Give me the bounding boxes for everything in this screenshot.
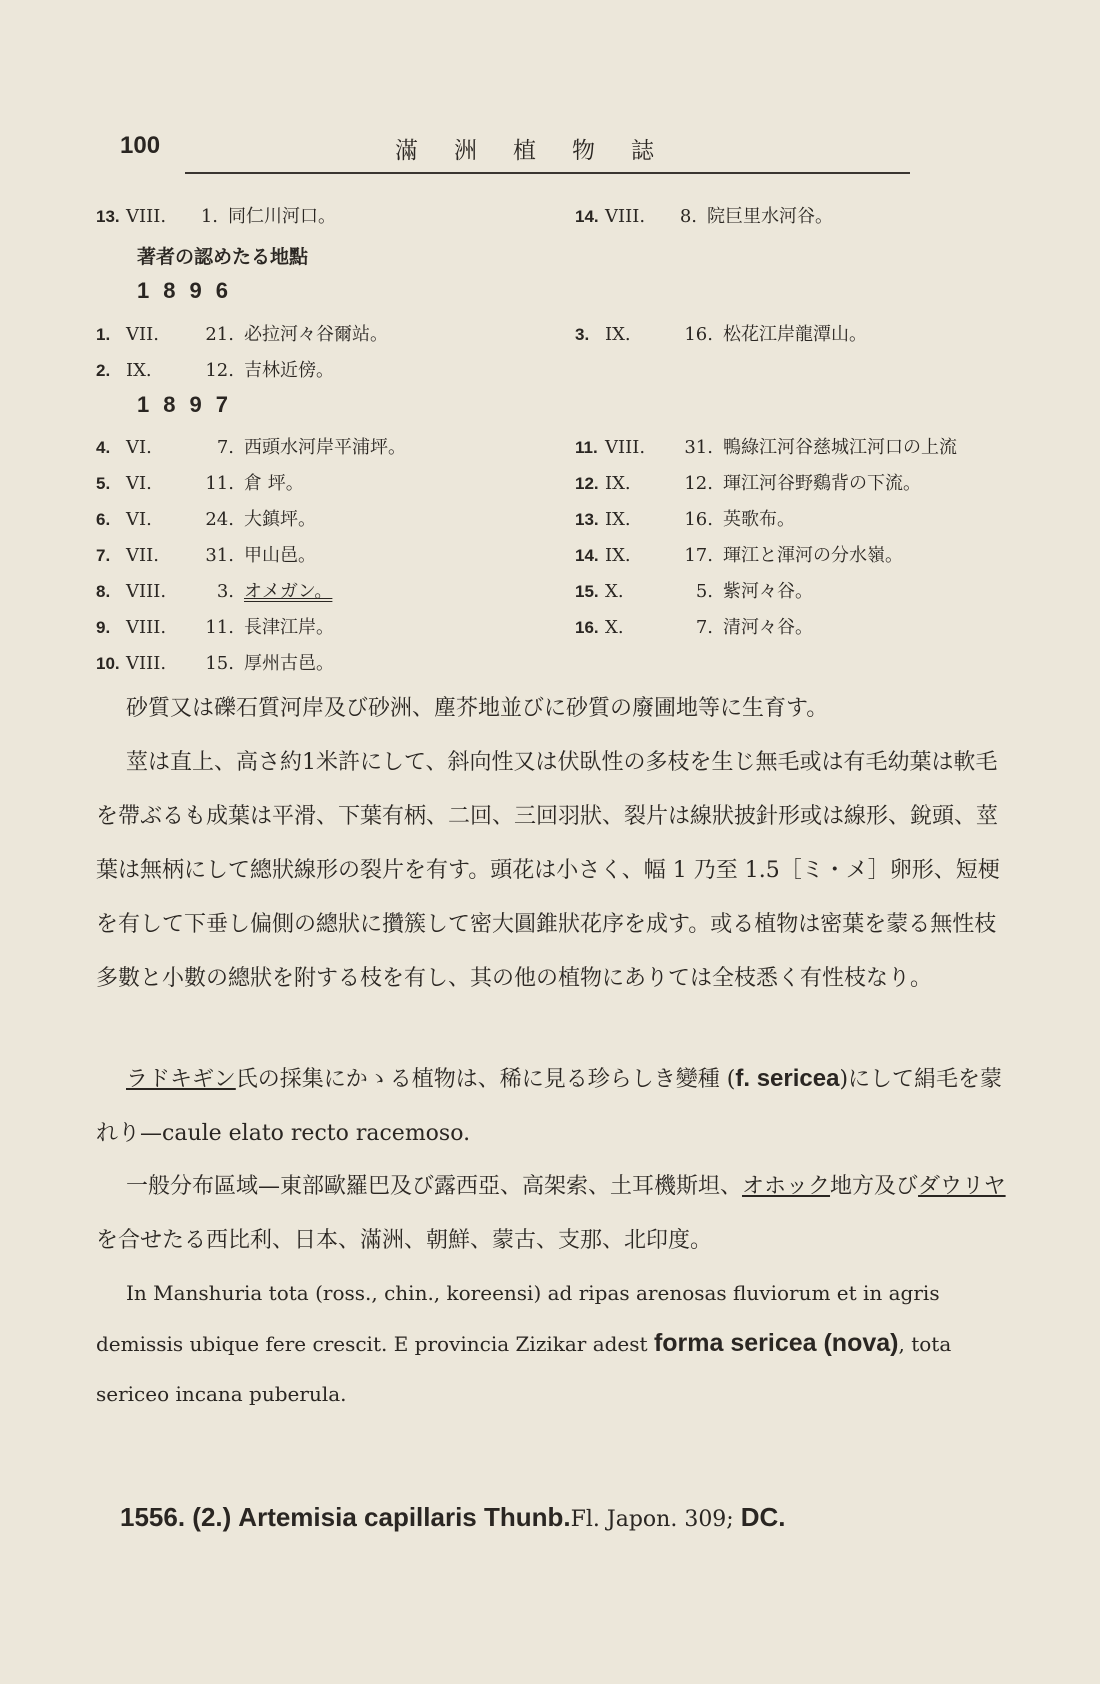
description-paragraph: 莖は直上、高さ約1米許にして、斜向性又は伏臥性の多枝を生じ無毛或は有毛幼葉は軟毛を帶ぶるも成葉は平滑、下葉有柄、二回、三回羽狀、裂片は線狀披針形或は線形、銳頭、莖葉は無柄にして總狀線形の裂片を有す。頭花は小さく、幅 1 乃至 1.5［ミ・メ］卵形、短梗を有して下垂し偏側の總狀に攢簇して密大圓錐狀花序を成す。或る植物は密葉を蒙る無性枝多數と小數の總狀を附する枝を有し、其の他の植物にありては全枝悉く有性枝なり。: [96, 750, 1000, 991]
page-header: [120, 128, 910, 168]
list-item: 2. IX. 12. 吉林近傍。: [96, 360, 334, 381]
list-item: 11. VIII. 31. 鴨綠江河谷慈城江河口の上流: [575, 437, 957, 458]
list-item: 5. VI. 11. 倉 坪。: [96, 473, 304, 494]
variety-paragraph: ラドキギン氏の採集にかゝる植物は、稀に見る珍らしき變種 (f. sericea)にして絹毛を蒙れり—caule elato recto racemoso.: [96, 1065, 1003, 1146]
species-name: Artemisia capillaris Thunb.: [238, 1502, 571, 1532]
author-localities-heading: 著者の認めたる地點: [137, 246, 309, 268]
list-item: 8. VIII. 3. オメガン。: [96, 581, 333, 602]
page-title: 滿洲植物誌: [395, 138, 690, 164]
list-item: 7. VII. 31. 甲山邑。: [96, 545, 316, 566]
list-item: 14. VIII. 8. 院巨里水河谷。: [575, 206, 833, 227]
citation: Fl. Japon. 309;: [570, 1507, 741, 1532]
list-item: 13. IX. 16. 英歌布。: [575, 509, 795, 530]
collector-name: ラドキギン: [126, 1067, 236, 1092]
species-number: 1556. (2.): [120, 1502, 232, 1532]
list-item: 15. X. 5. 紫河々谷。: [575, 581, 813, 602]
list-item: 10. VIII. 15. 厚州古邑。: [96, 653, 334, 674]
list-item: 14. IX. 17. 琿江と渾河の分水嶺。: [575, 545, 903, 566]
forma-nova: forma sericea (nova): [653, 1329, 899, 1357]
page-number: 100: [120, 132, 161, 159]
distribution-paragraph: 一般分布區域—東部歐羅巴及び露西亞、高架索、土耳機斯坦、オホック地方及びダウリヤを合せたる西比利、日本、滿洲、朝鮮、蒙古、支那、北印度。: [96, 1174, 1006, 1253]
list-item: 4. VI. 7. 西頭水河岸平浦坪。: [96, 437, 406, 458]
species-entry: 1556. (2.) Artemisia capillaris Thunb.Fl. Japon. 309; DC.: [120, 1502, 786, 1532]
list-item: 6. VI. 24. 大鎮坪。: [96, 509, 316, 530]
list-item: 9. VIII. 11. 長津江岸。: [96, 617, 334, 638]
list-item: 1. VII. 21. 必拉河々谷爾站。: [96, 324, 388, 345]
habitat-paragraph: 砂質又は礫石質河岸及び砂洲、塵芥地並びに砂質の廢圃地等に生育す。: [126, 696, 829, 721]
latin-paragraph: In Manshuria tota (ross., chin., koreensi) ad ripas arenosas fluviorum et in agris demissis ubique fere crescit. E provincia Zizikar adest forma sericea (nova), tota sericeo incana puberula.: [96, 1281, 952, 1406]
list-item: 12. IX. 12. 琿江河谷野鷄背の下流。: [575, 473, 921, 494]
year-heading: 1897: [137, 392, 242, 417]
header-rule: [185, 172, 910, 174]
list-item: 3. IX. 16. 松花江岸龍潭山。: [575, 324, 867, 345]
list-item: 16. X. 7. 清河々谷。: [575, 617, 813, 638]
year-heading: 1896: [137, 278, 242, 303]
list-item: 13. VIII. 1. 同仁川河口。: [96, 206, 336, 227]
variety-form: f. sericea: [735, 1065, 840, 1092]
